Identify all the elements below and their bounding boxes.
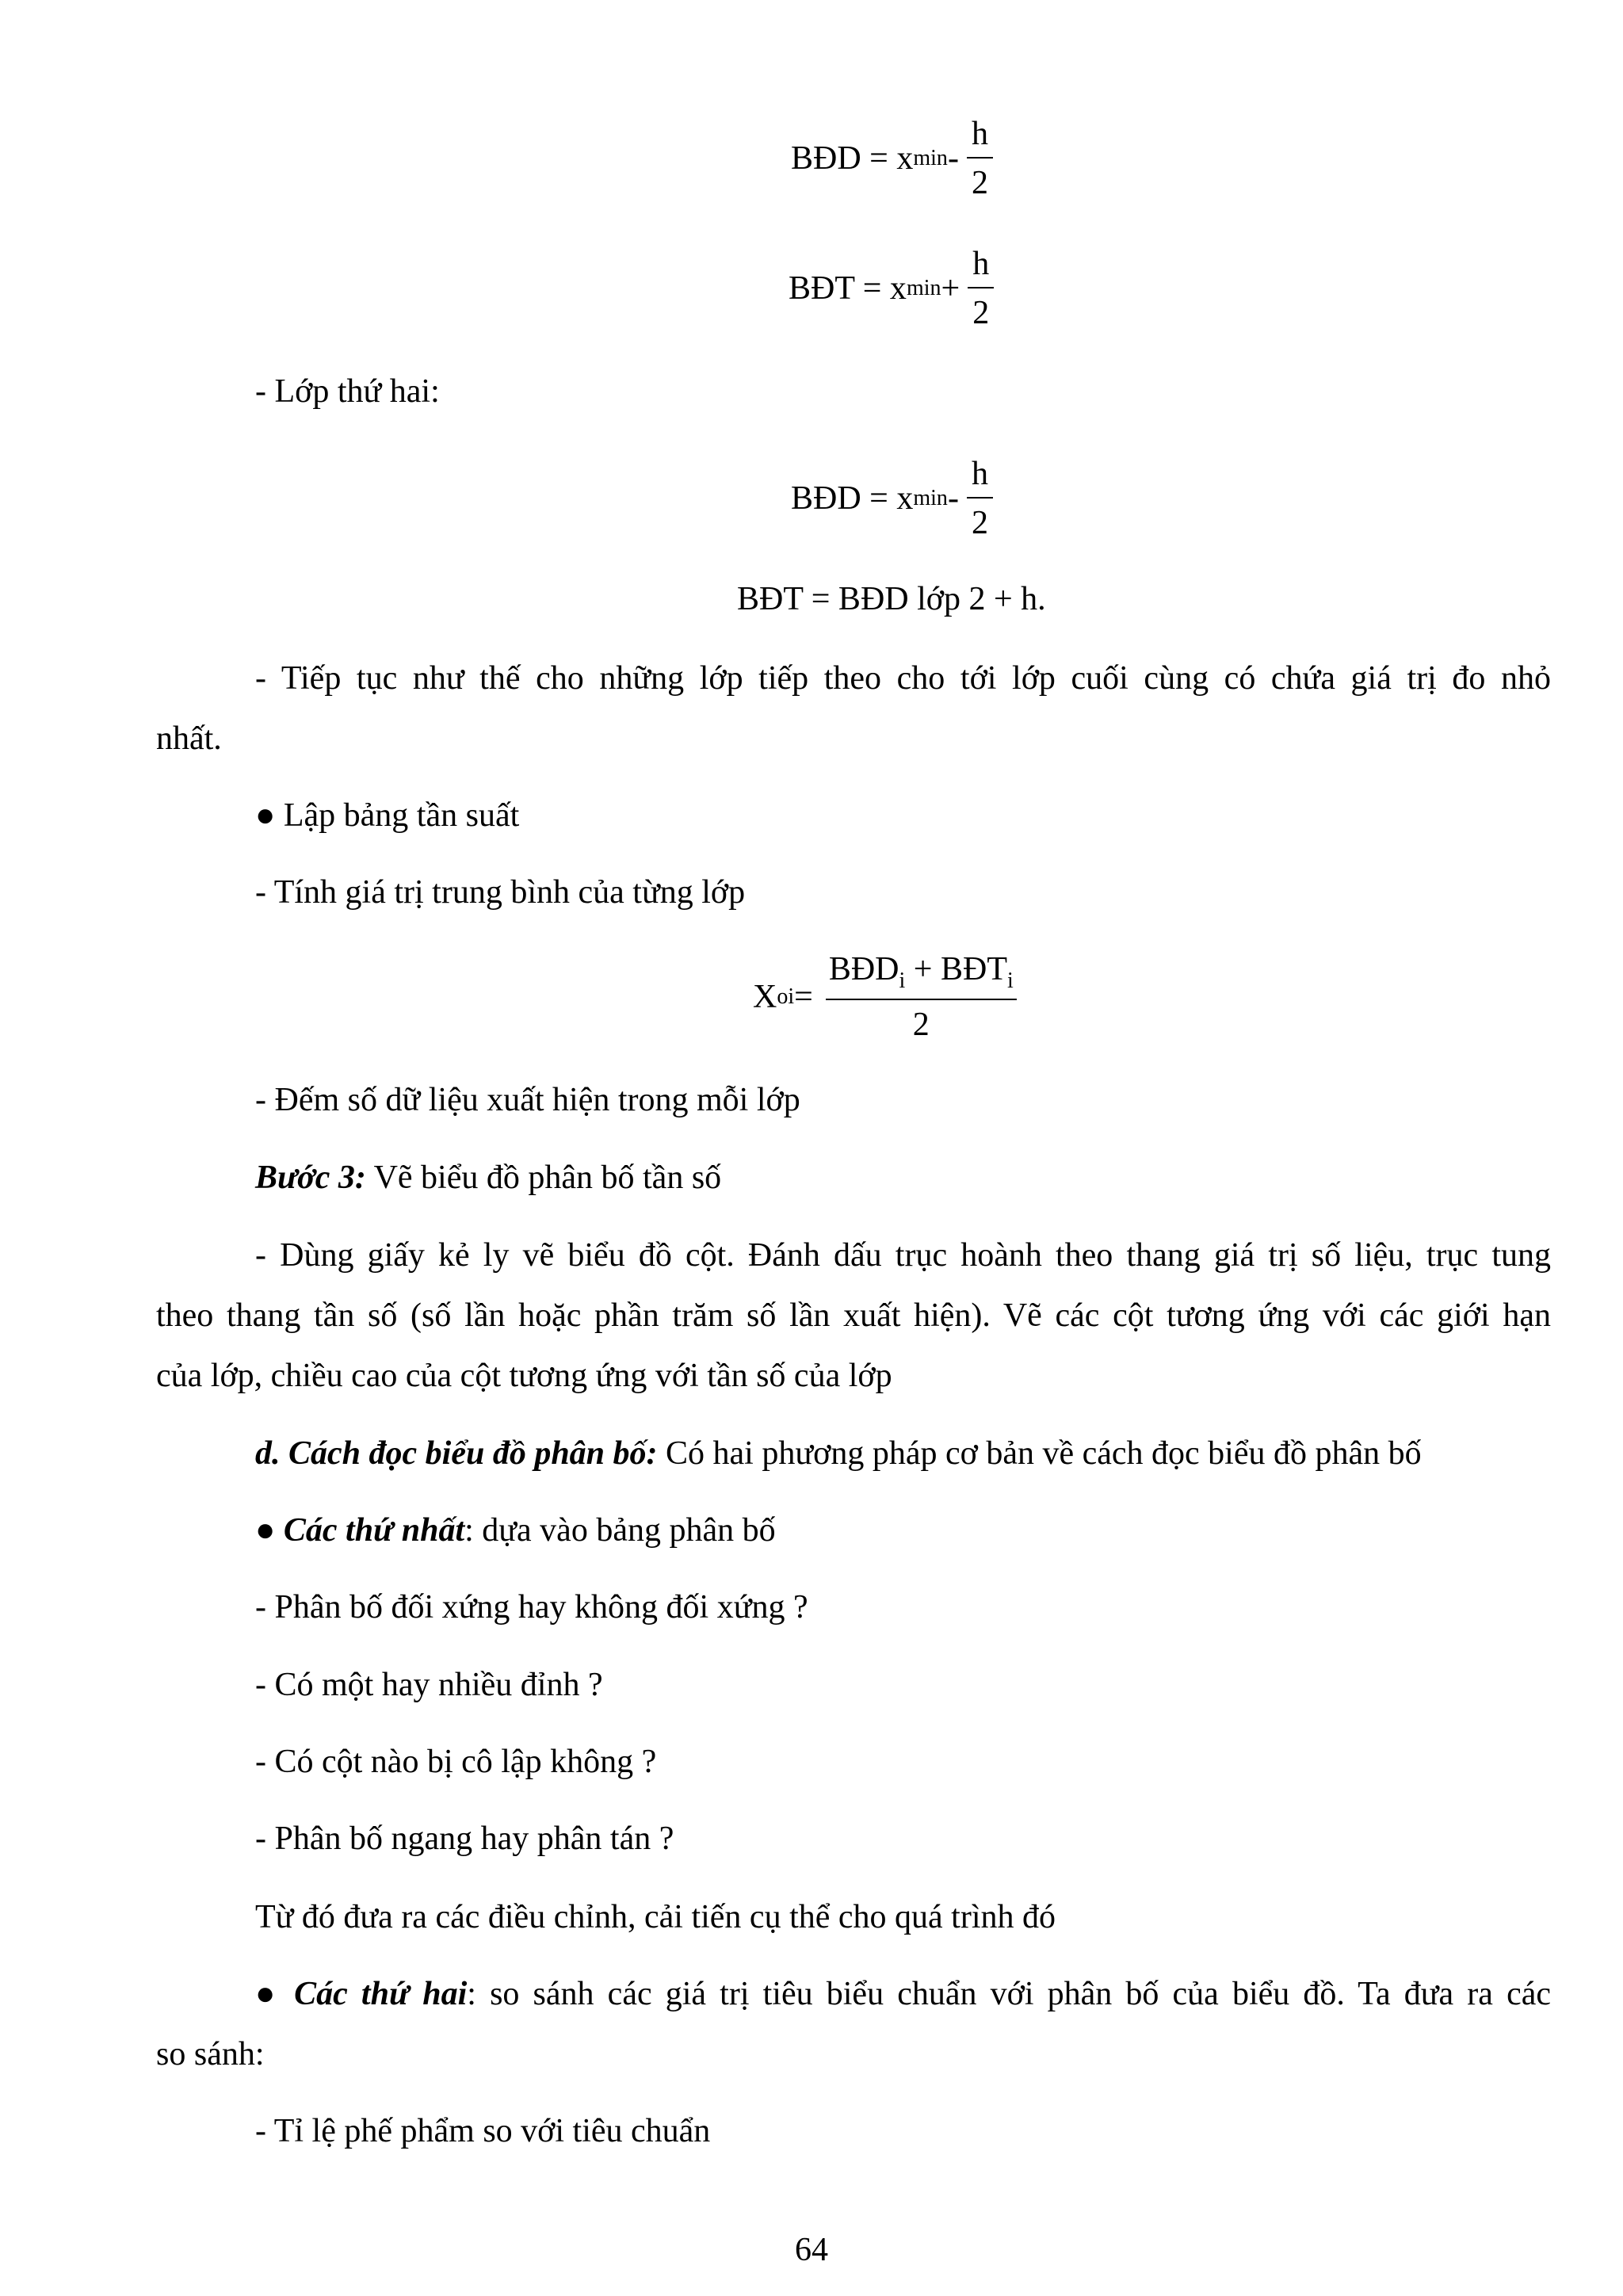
paragraph-tiep-tuc-line2: nhất. xyxy=(156,720,222,757)
formula-bdd-1: BĐD = x min - $\frac{h}{2}$ xyxy=(791,117,993,200)
paragraph-dung-giay-line3: của lớp, chiều cao của cột tương ứng với tần số của lớp xyxy=(156,1358,892,1394)
buoc-3: Bước 3: Vẽ biểu đồ phân bố tần số xyxy=(255,1159,722,1196)
formula-bdt-2: BĐT = BĐD lớp 2 + h. xyxy=(737,581,1046,617)
fraction: $\frac{BĐD_i + BĐT_i}{2}$ xyxy=(826,953,1017,1041)
cach-thu-hai-line1: ● Các thứ hai: so sánh các giá trị tiêu biểu chuẩn với phân bố của biểu đồ. Ta đưa ra các xyxy=(255,1976,1551,2012)
formula-bdt-1: BĐT = x min + $\frac{h}{2}$ xyxy=(789,247,994,330)
ti-le-phe-pham: - Tỉ lệ phế phẩm so với tiêu chuẩn xyxy=(255,2113,711,2149)
formula-xoi: X oi = $\frac{BĐD_i + BĐT_i}{2}$ xyxy=(753,953,1017,1041)
question-dinh: - Có một hay nhiều đỉnh ? xyxy=(255,1667,603,1703)
cach-thu-nhat: ● Các thứ nhất: dựa vào bảng phân bố xyxy=(255,1512,776,1549)
lop-thu-hai: - Lớp thứ hai: xyxy=(255,373,440,410)
formula-bdd-2: BĐD = x min - $\frac{h}{2}$ xyxy=(791,457,993,540)
question-doi-xung: - Phân bố đối xứng hay không đối xứng ? xyxy=(255,1589,808,1626)
paragraph-dung-giay-line1: - Dùng giấy kẻ ly vẽ biểu đồ cột. Đánh dấu trục hoành theo thang giá trị số liệu, trục tung xyxy=(255,1237,1551,1274)
section-d-heading: d. Cách đọc biểu đồ phân bố: Có hai phương pháp cơ bản về cách đọc biểu đồ phân bố xyxy=(255,1435,1422,1472)
lap-bang-tan-suat: ● Lập bảng tần suất xyxy=(255,797,520,834)
fraction: $\frac{h}{2}$ xyxy=(967,117,993,200)
fraction: $\frac{h}{2}$ xyxy=(967,457,993,540)
tinh-gia-tri: - Tính giá trị trung bình của từng lớp xyxy=(255,874,746,911)
fraction: $\frac{h}{2}$ xyxy=(968,247,994,330)
page-number: 64 xyxy=(795,2232,828,2268)
question-co-lap: - Có cột nào bị cô lập không ? xyxy=(255,1744,657,1780)
cach-thu-hai-line2: so sánh: xyxy=(156,2036,265,2073)
paragraph-tiep-tuc-line1: - Tiếp tục như thế cho những lớp tiếp theo cho tới lớp cuối cùng có chứa giá trị đo nhỏ xyxy=(255,660,1551,697)
dem-so-du-lieu: - Đếm số dữ liệu xuất hiện trong mỗi lớp xyxy=(255,1082,800,1118)
tu-do-dua-ra: Từ đó đưa ra các điều chỉnh, cải tiến cụ thể cho quá trình đó xyxy=(255,1899,1056,1935)
paragraph-dung-giay-line2: theo thang tần số (số lần hoặc phần trăm số lần xuất hiện). Vẽ các cột tương ứng với các giới hạn xyxy=(156,1297,1551,1334)
question-phan-tan: - Phân bố ngang hay phân tán ? xyxy=(255,1820,674,1857)
